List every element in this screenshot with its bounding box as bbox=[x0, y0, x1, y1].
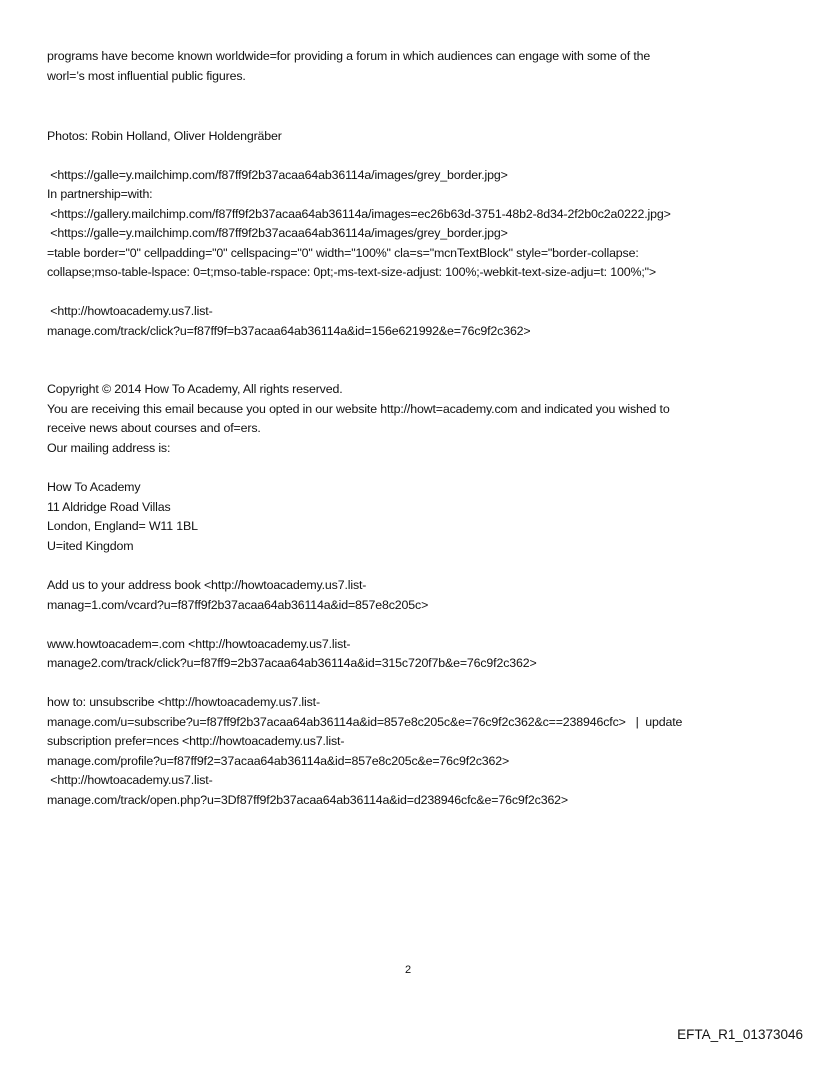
image-link: <https://galle=y.mailchimp.com/f87ff9f2b37acaa64ab36114a/images/grey_border.jpg> bbox=[47, 168, 508, 182]
preferences-link: subscription prefer=nces <http://howtoacademy.us7.list- bbox=[47, 734, 345, 748]
website-link: manage2.com/track/click?u=f87ff9=2b37acaa64ab36114a&id=315c720f7b&e=76c9f2c362> bbox=[47, 656, 537, 670]
notice-line: You are receiving this email because you opted in our website http://howt=academy.com and indicated you wished to bbox=[47, 402, 670, 416]
page-number: 2 bbox=[404, 964, 412, 976]
partnership-label: In partnership=with: bbox=[47, 187, 153, 201]
notice-line: receive news about courses and of=ers. bbox=[47, 421, 261, 435]
open-tracking-link: manage.com/track/open.php?u=3Df87ff9f2b37acaa64ab36114a&id=d238946cfc&e=76c9f2c362> bbox=[47, 793, 569, 807]
unsubscribe-link: how to: unsubscribe <http://howtoacademy.us7.list- bbox=[47, 695, 320, 709]
vcard-link: Add us to your address book <http://howtoacademy.us7.list- bbox=[47, 578, 367, 592]
tracking-link: <http://howtoacademy.us7.list- bbox=[47, 304, 213, 318]
html-residue-line: =table border="0" cellpadding="0" cellspacing="0" width="100%" cla=s="mcnTextBlock" style="border-collapse: bbox=[47, 246, 639, 260]
image-link: <https://galle=y.mailchimp.com/f87ff9f2b37acaa64ab36114a/images/grey_border.jpg> bbox=[47, 226, 508, 240]
address-line: London, England= W11 1BL bbox=[47, 519, 198, 533]
address-line: U=ited Kingdom bbox=[47, 539, 134, 553]
open-tracking-link: <http://howtoacademy.us7.list- bbox=[47, 773, 213, 787]
image-link: <https://gallery.mailchimp.com/f87ff9f2b37acaa64ab36114a/images=ec26b63d-3751-48b2-8d34-2f2b0c2a0222.jpg> bbox=[47, 207, 671, 221]
website-link: www.howtoacadem=.com <http://howtoacademy.us7.list- bbox=[47, 637, 351, 651]
copyright-line: Copyright © 2014 How To Academy, All rights reserved. bbox=[47, 382, 343, 396]
tracking-link: manage.com/track/click?u=f87ff9f=b37acaa64ab36114a&id=156e621992&e=76c9f2c362> bbox=[47, 324, 531, 338]
body-text-line: programs have become known worldwide=for providing a forum in which audiences can engage with some of the bbox=[47, 49, 651, 63]
body-text-line: worl=’s most influential public figures. bbox=[47, 69, 246, 83]
address-line: 11 Aldridge Road Villas bbox=[47, 500, 171, 514]
preferences-link: manage.com/profile?u=f87ff9f2=37acaa64ab36114a&id=857e8c205c&e=76c9f2c362> bbox=[47, 754, 510, 768]
vcard-link: manag=1.com/vcard?u=f87ff9f2b37acaa64ab36114a&id=857e8c205c> bbox=[47, 598, 429, 612]
unsubscribe-link: manage.com/u=subscribe?u=f87ff9f2b37acaa64ab36114a&id=857e8c205c&e=76c9f2c362&c==238946cfc> | update bbox=[47, 715, 683, 729]
photo-credits: Photos: Robin Holland, Oliver Holdengräber bbox=[47, 129, 282, 143]
address-line: How To Academy bbox=[47, 480, 141, 494]
document-id-stamp: EFTA_R1_01373046 bbox=[677, 1027, 803, 1042]
mailing-address-label: Our mailing address is: bbox=[47, 441, 171, 455]
html-residue-line: collapse;mso-table-lspace: 0=t;mso-table-rspace: 0pt;-ms-text-size-adjust: 100%;-webkit-text-size-adju=t: 100%;"> bbox=[47, 265, 656, 279]
